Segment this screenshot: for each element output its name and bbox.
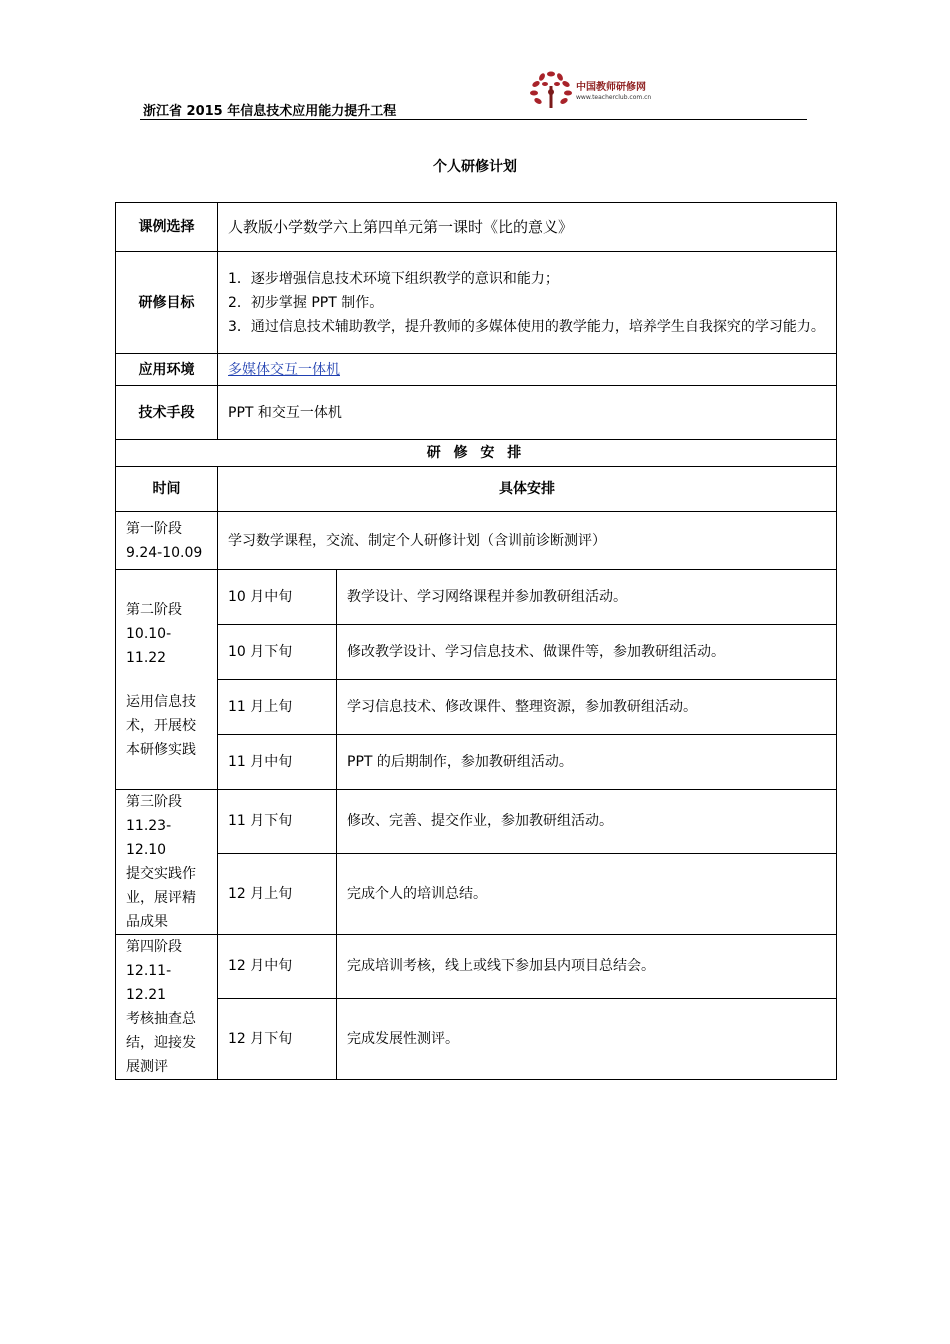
header-rule — [140, 119, 807, 120]
stage-name: 第二阶段 — [126, 601, 182, 618]
logo-url: www.teacherclub.com.cn — [576, 94, 652, 101]
course-label: 课例选择 — [116, 203, 218, 252]
plan-cell: 教学设计、学习网络课程并参加教研组活动。 — [337, 570, 837, 625]
table-row — [116, 853, 837, 934]
table-row — [116, 790, 837, 854]
logo-chinese-name: 中国教师研修网 — [576, 82, 646, 93]
goals-label: 研修目标 — [116, 252, 218, 354]
tech-label: 技术手段 — [116, 386, 218, 440]
teacherclub-logo — [528, 70, 668, 114]
stage-name: 第三阶段 — [126, 794, 182, 810]
tech-value: PPT 和交互一体机 — [218, 386, 837, 440]
env-cell — [218, 354, 837, 386]
stage-dates: 11.23-12.10 — [126, 818, 172, 858]
plan-cell: 修改、完善、提交作业，参加教研组活动。 — [337, 790, 837, 854]
header-project-title: 浙江省 2015 年信息技术应用能力提升工程 — [143, 104, 397, 119]
table-row — [116, 440, 837, 467]
table-row — [116, 625, 837, 680]
table-row — [116, 935, 837, 999]
table-row — [116, 467, 837, 512]
goal-item: 2．初步掌握 PPT 制作。 — [228, 294, 384, 311]
env-label: 应用环境 — [116, 354, 218, 386]
course-value: 人教版小学数学六上第四单元第一课时《比的意义》 — [218, 203, 837, 252]
page-title: 个人研修计划 — [433, 159, 517, 175]
goal-item: 1．逐步增强信息技术环境下组织教学的意识和能力； — [228, 270, 559, 287]
goal-item: 3．通过信息技术辅助教学，提升教师的多媒体使用的教学能力，培养学生自我探究的学习能力。 — [228, 318, 825, 335]
period-cell: 11 月下旬 — [218, 790, 337, 854]
plan-cell: 完成培训考核，线上或线下参加县内项目总结会。 — [337, 935, 837, 999]
stage-desc: 考核抽查总结，迎接发展测评 — [126, 1011, 196, 1075]
table-row — [116, 735, 837, 790]
col-plan-header: 具体安排 — [218, 467, 837, 512]
schedule-title: 研 修 安 排 — [116, 440, 837, 467]
period-cell: 10 月中旬 — [218, 570, 337, 625]
plan-cell: 完成发展性测评。 — [337, 998, 837, 1079]
period-cell: 12 月上旬 — [218, 853, 337, 934]
plan-cell: 完成个人的培训总结。 — [337, 853, 837, 934]
stage-dates: 10.10-11.22 — [126, 625, 172, 666]
period-cell: 12 月下旬 — [218, 998, 337, 1079]
table-row — [116, 203, 837, 252]
plan-cell: 学习信息技术、修改课件、整理资源，参加教研组活动。 — [337, 680, 837, 735]
stage-name: 第四阶段 — [126, 939, 182, 955]
period-cell: 11 月中旬 — [218, 735, 337, 790]
stage-2-cell — [116, 570, 218, 790]
period-cell: 10 月下旬 — [218, 625, 337, 680]
stage-desc: 提交实践作业，展评精品成果 — [126, 866, 196, 930]
table-row — [116, 354, 837, 386]
period-cell: 12 月中旬 — [218, 935, 337, 999]
plan-cell: 修改教学设计、学习信息技术、做课件等，参加教研组活动。 — [337, 625, 837, 680]
stage-dates: 12.11-12.21 — [126, 963, 172, 1003]
goals-cell — [218, 252, 837, 354]
table-row — [116, 570, 837, 625]
stage-1-plan: 学习数学课程，交流、制定个人研修计划（含训前诊断测评） — [218, 512, 837, 570]
table-row — [116, 252, 837, 354]
table-row — [116, 386, 837, 440]
table-row — [116, 680, 837, 735]
stage-desc: 运用信息技术，开展校本研修实践 — [126, 693, 196, 758]
stage-1-cell — [116, 512, 218, 570]
period-cell: 11 月上旬 — [218, 680, 337, 735]
stage-dates: 9.24-10.09 — [126, 544, 203, 561]
table-row — [116, 512, 837, 570]
stage-3-cell — [116, 790, 218, 935]
col-time-header: 时间 — [116, 467, 218, 512]
plan-cell: PPT 的后期制作，参加教研组活动。 — [337, 735, 837, 790]
plan-table — [115, 202, 837, 1080]
env-link[interactable]: 多媒体交互一体机 — [228, 361, 340, 378]
stage-4-cell — [116, 935, 218, 1080]
tree-logo-icon — [528, 70, 574, 114]
table-row — [116, 998, 837, 1079]
stage-name: 第一阶段 — [126, 520, 182, 537]
